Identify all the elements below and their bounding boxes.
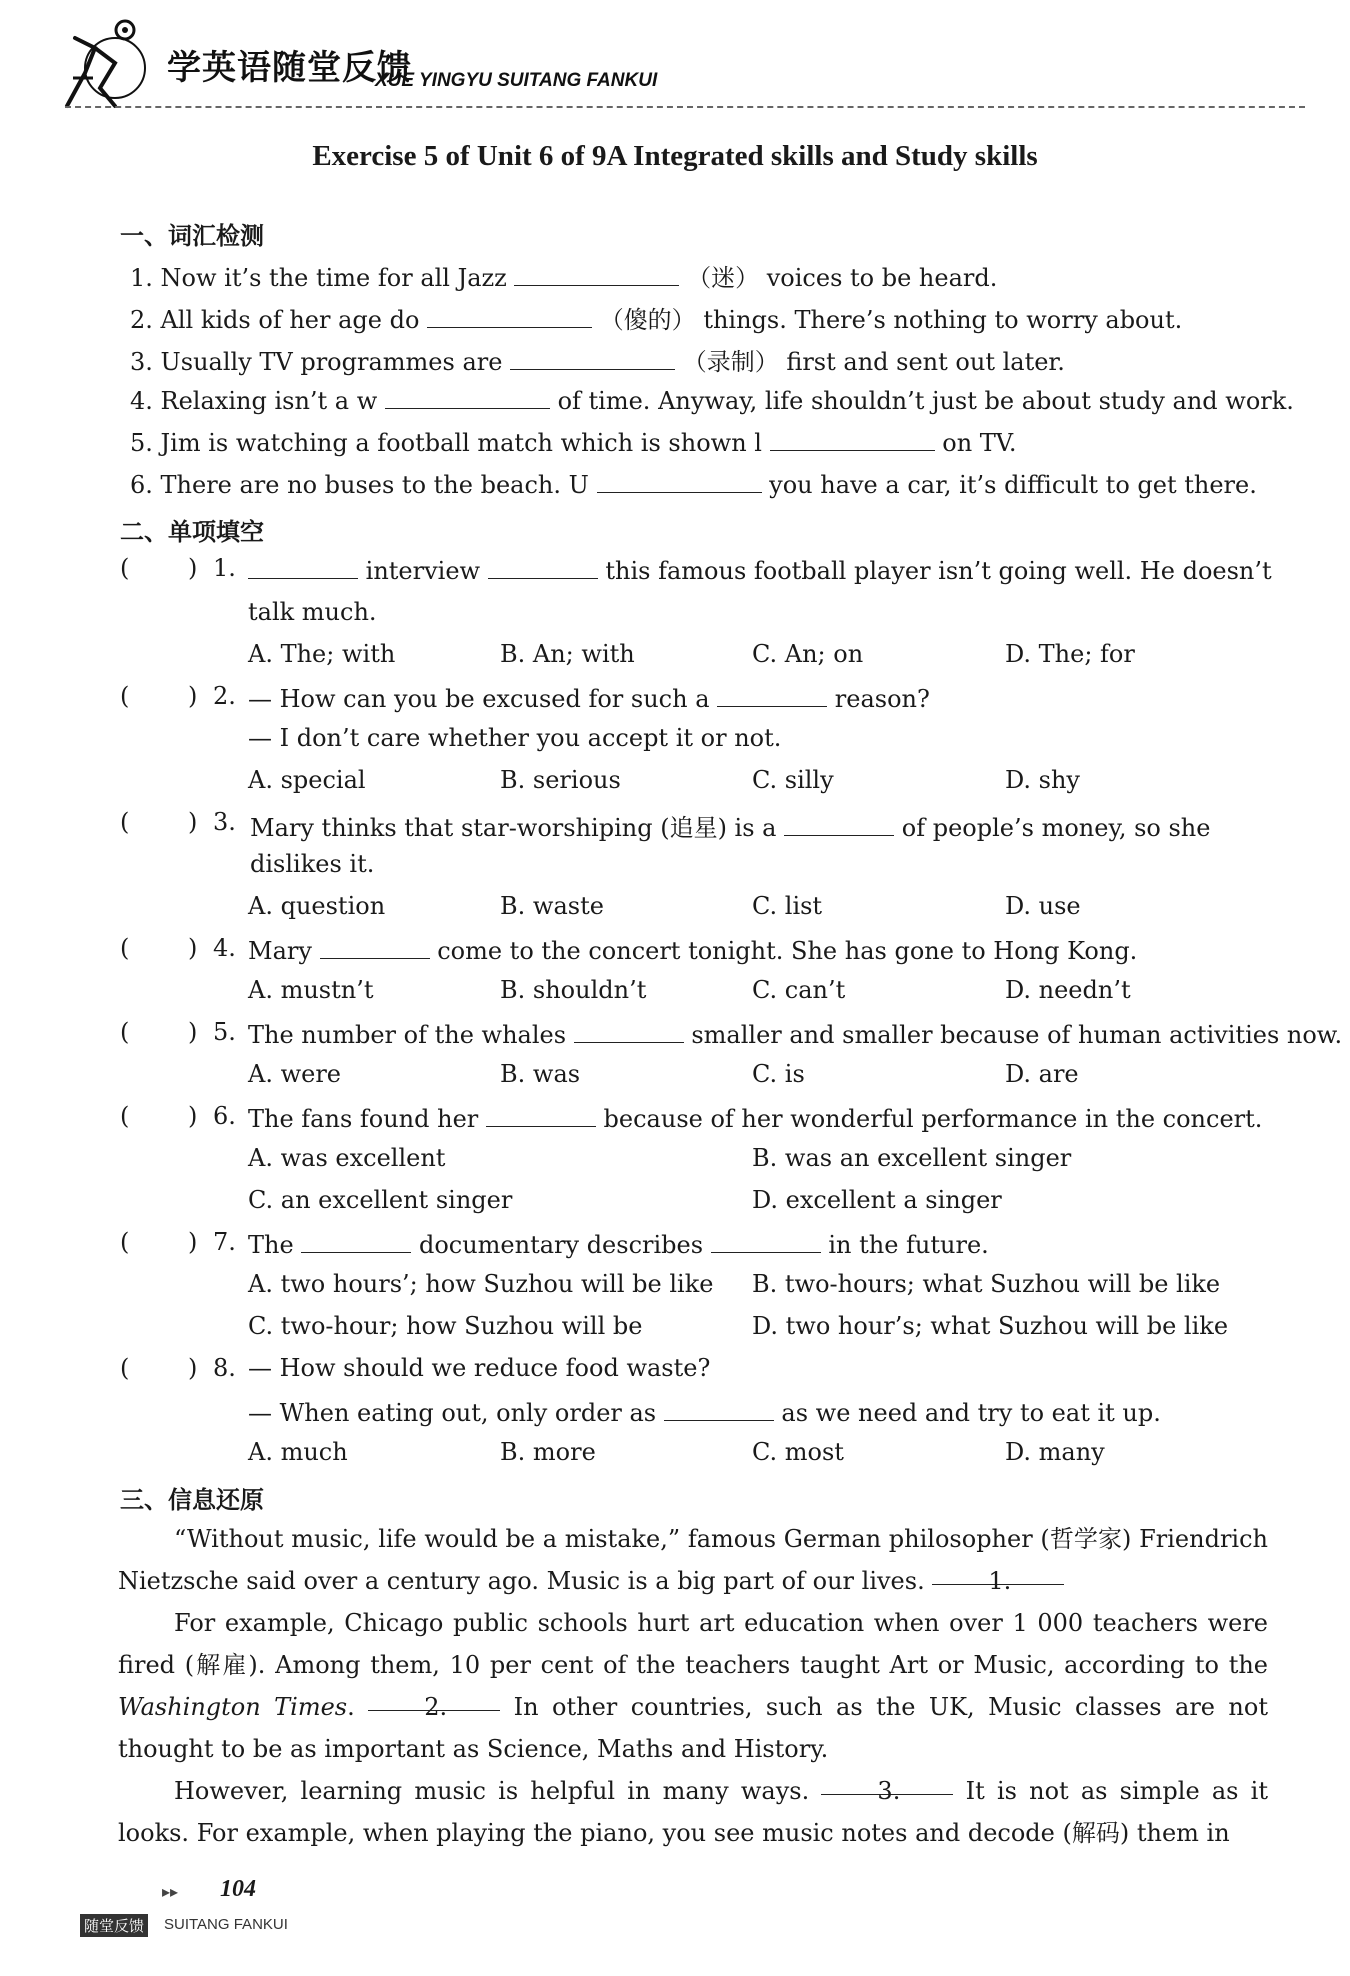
option-c[interactable]: C. is bbox=[752, 1060, 805, 1088]
vocab-item bbox=[130, 300, 1182, 335]
passage-text: . bbox=[347, 1693, 355, 1721]
option-b[interactable]: B. was an excellent singer bbox=[752, 1144, 1072, 1172]
answer-blank[interactable] bbox=[320, 934, 430, 959]
question-number: 3. bbox=[213, 808, 236, 836]
passage-text: In other countries, such as the UK, Music classes are not thought to be as important as Science, Maths and History. bbox=[118, 1693, 1268, 1763]
answer-blank[interactable] bbox=[248, 554, 358, 579]
option-d[interactable]: D. The; for bbox=[1005, 640, 1135, 668]
footer-text: SUITANG FANKUI bbox=[164, 1916, 288, 1933]
page-footer bbox=[80, 1876, 380, 1950]
option-c[interactable]: C. most bbox=[752, 1438, 844, 1466]
answer-paren-open[interactable]: ( bbox=[120, 1354, 130, 1382]
answer-blank[interactable] bbox=[664, 1396, 774, 1421]
vocab-item bbox=[130, 468, 1257, 499]
answer-paren-close[interactable]: ) bbox=[188, 934, 198, 962]
vocab-hint: of time. Anyway, life shouldn’t just be about study and work. bbox=[557, 387, 1294, 415]
vocab-text: 6. There are no buses to the beach. U bbox=[130, 471, 589, 499]
footer-badge: 随堂反馈 bbox=[80, 1914, 148, 1937]
option-c[interactable]: C. silly bbox=[752, 766, 834, 794]
answer-blank[interactable] bbox=[385, 384, 550, 409]
answer-paren-open[interactable]: ( bbox=[120, 554, 130, 582]
arrow-icon: ▸▸ bbox=[162, 1882, 179, 1901]
stem-text: in the future. bbox=[828, 1231, 989, 1259]
answer-blank[interactable] bbox=[574, 1018, 684, 1043]
stem-text: reason? bbox=[834, 685, 930, 713]
option-d[interactable]: D. needn’t bbox=[1005, 976, 1131, 1004]
question-number: 5. bbox=[213, 1018, 236, 1046]
answer-paren-close[interactable]: ) bbox=[188, 682, 198, 710]
answer-paren-close[interactable]: ) bbox=[188, 808, 198, 836]
page-header bbox=[55, 18, 1305, 110]
option-a[interactable]: A. were bbox=[248, 1060, 342, 1088]
answer-paren-close[interactable]: ) bbox=[188, 1354, 198, 1382]
answer-paren-open[interactable]: ( bbox=[120, 1228, 130, 1256]
vocab-item bbox=[130, 384, 1294, 415]
vocab-item bbox=[130, 342, 1065, 377]
option-c[interactable]: C. an excellent singer bbox=[248, 1186, 513, 1214]
answer-paren-open[interactable]: ( bbox=[120, 1018, 130, 1046]
answer-paren-close[interactable]: ) bbox=[188, 1228, 198, 1256]
passage-paragraph bbox=[118, 1602, 1268, 1770]
vocab-text: 1. Now it’s the time for all Jazz bbox=[130, 264, 507, 292]
answer-blank[interactable] bbox=[770, 426, 935, 451]
answer-blank[interactable] bbox=[427, 303, 592, 328]
vocab-text: 4. Relaxing isn’t a w bbox=[130, 387, 378, 415]
answer-blank[interactable] bbox=[488, 554, 598, 579]
answer-paren-open[interactable]: ( bbox=[120, 1102, 130, 1130]
vocab-hint: （迷） voices to be heard. bbox=[687, 264, 998, 292]
vocab-hint: on TV. bbox=[942, 429, 1017, 457]
answer-blank[interactable] bbox=[784, 811, 894, 836]
answer-blank[interactable] bbox=[514, 261, 679, 286]
option-d[interactable]: D. many bbox=[1005, 1438, 1105, 1466]
answer-blank[interactable] bbox=[301, 1228, 411, 1253]
answer-blank[interactable] bbox=[597, 468, 762, 493]
newspaper-name: Washington Times bbox=[118, 1693, 348, 1721]
stem-text: — When eating out, only order as bbox=[248, 1399, 657, 1427]
question-number: 4. bbox=[213, 934, 236, 962]
option-b[interactable]: B. serious bbox=[500, 766, 621, 794]
section-heading-reading: 三、信息还原 bbox=[120, 1486, 264, 1514]
section-heading-vocabulary: 一、词汇检测 bbox=[120, 222, 264, 250]
option-c[interactable]: C. An; on bbox=[752, 640, 864, 668]
answer-paren-close[interactable]: ) bbox=[188, 1102, 198, 1130]
option-b[interactable]: B. was bbox=[500, 1060, 581, 1088]
question-stem bbox=[248, 934, 1137, 965]
question-number: 7. bbox=[213, 1228, 236, 1256]
question-stem bbox=[248, 682, 930, 713]
stem-text: Mary thinks that star-worshiping (追星) is a bbox=[250, 814, 777, 842]
question-stem bbox=[248, 1102, 1262, 1133]
stem-text: this famous football player isn’t going well. He doesn’t bbox=[605, 557, 1272, 585]
vocab-hint: （录制） first and sent out later. bbox=[682, 348, 1065, 376]
option-c[interactable]: C. two-hour; how Suzhou will be bbox=[248, 1312, 643, 1340]
stem-text: — How should we reduce food waste? bbox=[248, 1354, 711, 1382]
option-d[interactable]: D. shy bbox=[1005, 766, 1080, 794]
stem-text: — I don’t care whether you accept it or not. bbox=[248, 724, 782, 752]
vocab-item bbox=[130, 258, 997, 293]
vocab-text: 2. All kids of her age do bbox=[130, 306, 420, 334]
answer-blank[interactable] bbox=[368, 1686, 500, 1721]
option-d[interactable]: D. use bbox=[1005, 892, 1081, 920]
vocab-text: 5. Jim is watching a football match which is shown l bbox=[130, 429, 762, 457]
vocab-hint: （傻的） things. There’s nothing to worry about. bbox=[599, 306, 1183, 334]
question-stem bbox=[248, 1396, 1161, 1427]
question-number: 1. bbox=[213, 554, 236, 582]
option-b[interactable]: B. An; with bbox=[500, 640, 635, 668]
stem-text: The number of the whales bbox=[248, 1021, 567, 1049]
blank-number: 2. bbox=[424, 1693, 448, 1721]
answer-blank[interactable] bbox=[486, 1102, 596, 1127]
option-c[interactable]: C. can’t bbox=[752, 976, 846, 1004]
question-number: 8. bbox=[213, 1354, 236, 1382]
blank-number: 3. bbox=[877, 1777, 901, 1805]
stem-text: come to the concert tonight. She has gone to Hong Kong. bbox=[437, 937, 1138, 965]
option-b[interactable]: B. more bbox=[500, 1438, 596, 1466]
option-d[interactable]: D. are bbox=[1005, 1060, 1079, 1088]
option-a[interactable]: A. was excellent bbox=[248, 1144, 446, 1172]
blank-number: 1. bbox=[988, 1567, 1012, 1595]
question-stem bbox=[250, 808, 1210, 843]
question-stem bbox=[248, 1018, 1342, 1049]
stem-text: of people’s money, so she bbox=[901, 814, 1211, 842]
question-number: 6. bbox=[213, 1102, 236, 1130]
option-a[interactable]: A. two hours’; how Suzhou will be like bbox=[248, 1270, 714, 1298]
stem-text: smaller and smaller because of human activities now. bbox=[691, 1021, 1343, 1049]
passage-paragraph bbox=[118, 1770, 1268, 1854]
stem-text: as we need and try to eat it up. bbox=[781, 1399, 1161, 1427]
question-number: 2. bbox=[213, 682, 236, 710]
stem-text: talk much. bbox=[248, 598, 377, 626]
passage-text: For example, Chicago public schools hurt art education when over 1 000 teachers were fired (解雇). Among them, 10 per cent of the teachers taught Art or Music, according to the bbox=[118, 1609, 1268, 1679]
header-divider bbox=[65, 106, 1305, 108]
runner-logo-icon bbox=[55, 18, 165, 110]
vocab-hint: you have a car, it’s difficult to get there. bbox=[769, 471, 1257, 499]
answer-paren-close[interactable]: ) bbox=[188, 1018, 198, 1046]
option-c[interactable]: C. list bbox=[752, 892, 823, 920]
passage-text: However, learning music is helpful in many ways. bbox=[174, 1777, 810, 1805]
stem-text: The fans found her bbox=[248, 1105, 479, 1133]
option-d[interactable]: D. two hour’s; what Suzhou will be like bbox=[752, 1312, 1229, 1340]
answer-blank[interactable] bbox=[821, 1770, 953, 1805]
answer-paren-open[interactable]: ( bbox=[120, 682, 130, 710]
header-subtitle: XUE YINGYU SUITANG FANKUI bbox=[375, 70, 658, 91]
option-b[interactable]: B. shouldn’t bbox=[500, 976, 647, 1004]
option-a[interactable]: A. The; with bbox=[248, 640, 396, 668]
stem-text: Mary bbox=[248, 937, 312, 965]
stem-text: documentary describes bbox=[418, 1231, 704, 1259]
stem-text: The bbox=[248, 1231, 294, 1259]
vocab-text: 3. Usually TV programmes are bbox=[130, 348, 503, 376]
answer-blank[interactable] bbox=[932, 1560, 1064, 1595]
option-a[interactable]: A. question bbox=[248, 892, 386, 920]
answer-paren-open[interactable]: ( bbox=[120, 808, 130, 836]
question-stem bbox=[248, 1228, 989, 1259]
stem-text: dislikes it. bbox=[250, 850, 375, 878]
section-heading-multiple-choice: 二、单项填空 bbox=[120, 518, 264, 546]
answer-blank[interactable] bbox=[510, 345, 675, 370]
stem-text: because of her wonderful performance in the concert. bbox=[603, 1105, 1263, 1133]
passage-text: It is not as simple as it looks. For example, when playing the piano, you see music notes and decode (解码) them in bbox=[118, 1777, 1268, 1847]
answer-paren-close[interactable]: ) bbox=[188, 554, 198, 582]
option-b[interactable]: B. two-hours; what Suzhou will be like bbox=[752, 1270, 1221, 1298]
answer-blank[interactable] bbox=[717, 682, 827, 707]
stem-text: interview bbox=[365, 557, 481, 585]
stem-text: — How can you be excused for such a bbox=[248, 685, 710, 713]
option-a[interactable]: A. mustn’t bbox=[248, 976, 374, 1004]
page-title: Exercise 5 of Unit 6 of 9A Integrated skills and Study skills bbox=[312, 140, 1038, 172]
answer-blank[interactable] bbox=[711, 1228, 821, 1253]
option-a[interactable]: A. special bbox=[248, 766, 366, 794]
passage-paragraph bbox=[118, 1518, 1268, 1602]
option-d[interactable]: D. excellent a singer bbox=[752, 1186, 1002, 1214]
passage-text: “Without music, life would be a mistake,” famous German philosopher (哲学家) Friendrich Nietzsche said over a century ago. Music is a big part of our lives. bbox=[118, 1525, 1268, 1595]
option-a[interactable]: A. much bbox=[248, 1438, 348, 1466]
option-b[interactable]: B. waste bbox=[500, 892, 604, 920]
vocab-item bbox=[130, 426, 1017, 457]
answer-paren-open[interactable]: ( bbox=[120, 934, 130, 962]
page-number: 104 bbox=[220, 1876, 256, 1902]
header-title: 学英语随堂反馈 bbox=[167, 48, 412, 88]
question-stem bbox=[248, 554, 1272, 585]
